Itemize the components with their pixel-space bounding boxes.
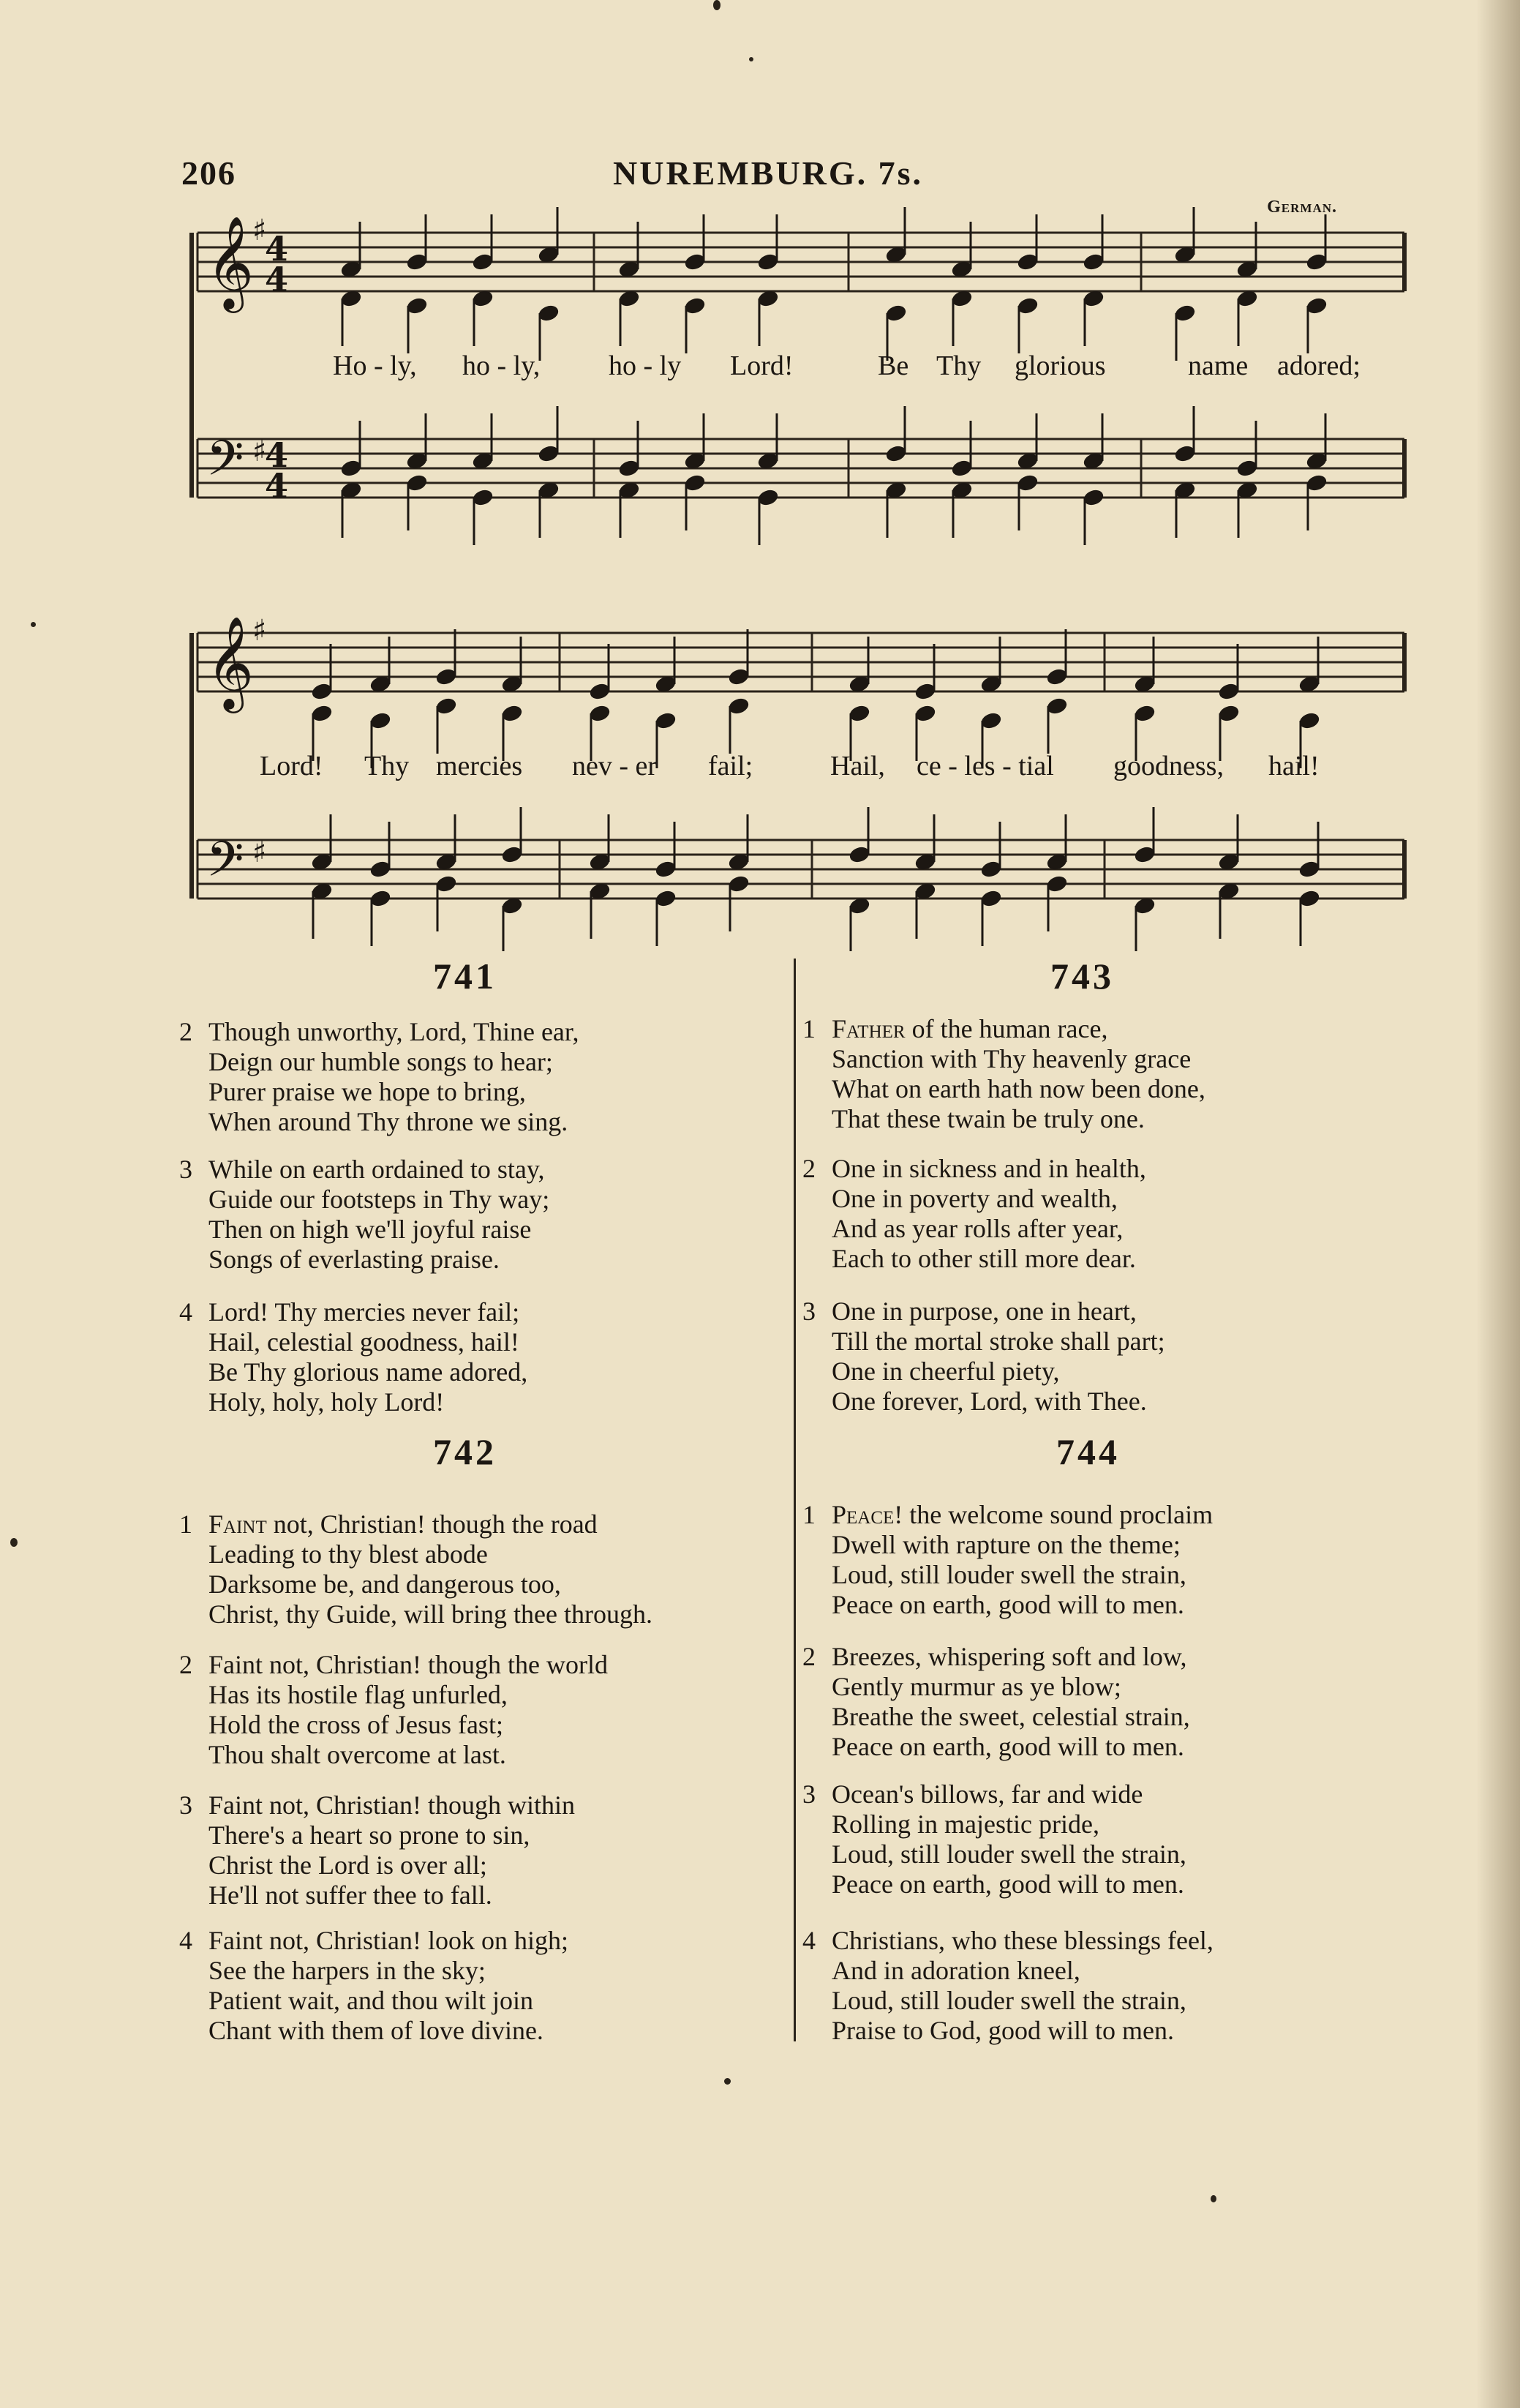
lyric-syllable: ce - les - tial	[917, 751, 1054, 781]
verse-line: When around Thy throne we sing.	[208, 1107, 568, 1136]
verse-line: Then on high we'll joyful raise	[208, 1215, 532, 1244]
time-signature-bottom: 4	[265, 260, 289, 299]
verse-line: And as year rolls after year,	[832, 1214, 1124, 1243]
verse-line: Peace on earth, good will to men.	[832, 1732, 1184, 1761]
lyric-syllable: Thy	[936, 350, 982, 381]
first-word: Faint	[208, 1509, 267, 1539]
paper-speck	[724, 2078, 731, 2085]
column-divider	[794, 959, 796, 2041]
hymn-number-742: 742	[433, 1431, 497, 1472]
verse-line: Each to other still more dear.	[832, 1244, 1136, 1273]
lyric-syllable: ho - ly,	[462, 350, 541, 381]
stanza	[179, 1297, 527, 1417]
treble-clef: 𝄞	[206, 615, 255, 709]
paper-speck	[713, 0, 721, 10]
verse-line: Loud, still louder swell the strain,	[832, 1986, 1186, 2015]
lyric-syllable: ho - ly	[609, 350, 682, 381]
verse-line: Has its hostile flag unfurled,	[208, 1680, 508, 1709]
verse-line: Holy, holy, holy Lord!	[208, 1387, 445, 1417]
stanza-number: 2	[802, 1642, 816, 1671]
stanza-number: 4	[179, 1926, 192, 1955]
lyric-syllable: Lord!	[730, 350, 794, 381]
first-word: Peace	[832, 1500, 895, 1529]
lyric-syllable: adored;	[1277, 350, 1361, 381]
verse-line: Loud, still louder swell the strain,	[832, 1560, 1186, 1589]
verse-line: Hail, celestial goodness, hail!	[208, 1327, 519, 1357]
verse-line-rest: not, Christian! though the road	[266, 1509, 598, 1539]
verse-line: What on earth hath now been done,	[832, 1074, 1205, 1103]
lyric-syllable: goodness,	[1113, 751, 1224, 781]
verse-line: One in sickness and in health,	[832, 1154, 1146, 1183]
stanza	[179, 1509, 652, 1629]
verse-line	[802, 1500, 1213, 1530]
verse-line: Purer praise we hope to bring,	[208, 1077, 526, 1106]
lyric-syllable: Lord!	[260, 751, 323, 781]
hymn-number-741: 741	[433, 956, 497, 997]
verse-line: Sanction with Thy heavenly grace	[832, 1044, 1192, 1073]
stanza	[179, 1790, 575, 1910]
verse-line: Deign our humble songs to hear;	[208, 1047, 553, 1076]
lyric-syllable: hail!	[1268, 751, 1320, 781]
hymn-number-744: 744	[1056, 1431, 1120, 1472]
stanza	[802, 1154, 1146, 1274]
time-signature-top: 4	[265, 229, 289, 269]
verse-line: Thou shalt overcome at last.	[208, 1740, 506, 1769]
lyric-syllable: Ho - ly,	[333, 350, 417, 381]
verse-line	[179, 1509, 652, 1539]
treble-clef: 𝄞	[206, 215, 255, 309]
verse-line: See the harpers in the sky;	[208, 1956, 486, 1985]
verse-line: Faint not, Christian! look on high;	[208, 1926, 568, 1955]
verse-line: Breathe the sweet, celestial strain,	[832, 1702, 1190, 1731]
stanza-number: 2	[802, 1154, 816, 1183]
verse-line: Breezes, whispering soft and low,	[832, 1642, 1187, 1671]
lyric-syllable: Hail,	[830, 751, 885, 781]
stanza-number: 2	[179, 1017, 192, 1046]
verse-line: Rolling in majestic pride,	[832, 1809, 1099, 1839]
lyric-syllable: Thy	[364, 751, 410, 781]
sharp-sign: ♯	[252, 614, 267, 648]
stanza	[802, 1500, 1213, 1620]
stanza-number: 4	[179, 1297, 192, 1327]
sharp-sign: ♯	[252, 214, 267, 247]
verse-line: Faint not, Christian! though the world	[208, 1650, 608, 1679]
stanza-number: 3	[179, 1790, 192, 1820]
stanza	[179, 1926, 568, 2046]
stanza-number: 1	[802, 1500, 816, 1529]
verse-line: Songs of everlasting praise.	[208, 1245, 500, 1274]
verse-line: There's a heart so prone to sin,	[208, 1820, 530, 1850]
stanza	[802, 1297, 1165, 1417]
stanza-number: 1	[179, 1509, 192, 1539]
verse-line: One in cheerful piety,	[832, 1357, 1060, 1386]
stanza	[802, 1926, 1214, 2046]
verse-line: He'll not suffer thee to fall.	[208, 1880, 492, 1910]
sharp-sign: ♯	[252, 836, 267, 869]
stanza	[179, 1017, 579, 1137]
verse-line: Be Thy glorious name adored,	[208, 1357, 528, 1387]
lyric-syllable: name	[1188, 350, 1249, 381]
stanza	[179, 1650, 608, 1770]
time-signature-bottom: 4	[265, 466, 289, 506]
verse-line: Hold the cross of Jesus fast;	[208, 1710, 503, 1739]
verse-line: Faint not, Christian! though within	[208, 1790, 575, 1820]
verse-line: Gently murmur as ye blow;	[832, 1672, 1121, 1701]
verse-line: Chant with them of love divine.	[208, 2016, 543, 2045]
verse-line: Darksome be, and dangerous too,	[208, 1569, 561, 1599]
stanza-number: 3	[802, 1297, 816, 1326]
composer-credit: German.	[1267, 198, 1337, 217]
time-signature-top: 4	[265, 435, 289, 475]
lyric-syllable: fail;	[708, 751, 753, 781]
verse-line: Peace on earth, good will to men.	[832, 1869, 1184, 1899]
verse-line: Peace on earth, good will to men.	[832, 1590, 1184, 1619]
first-word: Father	[832, 1014, 906, 1043]
stanza	[179, 1155, 549, 1275]
verse-line: One in poverty and wealth,	[832, 1184, 1118, 1213]
verse-line: Patient wait, and thou wilt join	[208, 1986, 533, 2015]
verse-line: Though unworthy, Lord, Thine ear,	[208, 1017, 579, 1046]
stanza-number: 1	[802, 1014, 816, 1043]
stanza	[802, 1779, 1186, 1899]
verse-line: And in adoration kneel,	[832, 1956, 1080, 1985]
verse-line: Loud, still louder swell the strain,	[832, 1839, 1186, 1869]
music-score	[0, 0, 1520, 951]
stanza	[802, 1642, 1190, 1762]
verse-line: Christ the Lord is over all;	[208, 1850, 487, 1880]
hymn-number-743: 743	[1050, 956, 1114, 997]
bass-clef: 𝄢	[206, 430, 244, 498]
stanza-number: 3	[802, 1779, 816, 1809]
stanza	[802, 1014, 1205, 1134]
verse-line: Till the mortal stroke shall part;	[832, 1327, 1165, 1356]
sharp-sign: ♯	[252, 435, 267, 468]
stanza-number: 3	[179, 1155, 192, 1184]
verse-line: While on earth ordained to stay,	[208, 1155, 545, 1184]
verse-line: Christ, thy Guide, will bring thee through.	[208, 1599, 652, 1629]
paper-speck	[1211, 2195, 1216, 2202]
bass-clef: 𝄢	[206, 831, 244, 899]
stanza-number: 4	[802, 1926, 816, 1955]
verse-line: One in purpose, one in heart,	[832, 1297, 1137, 1326]
lyric-syllable: mercies	[436, 751, 523, 781]
verse-line-rest: of the human race,	[905, 1014, 1108, 1043]
verse-line: Ocean's billows, far and wide	[832, 1779, 1143, 1809]
verse-line: Dwell with rapture on the theme;	[832, 1530, 1181, 1559]
lyric-syllable: nev - er	[572, 751, 658, 781]
verse-line: That these twain be truly one.	[832, 1104, 1145, 1133]
paper-speck	[31, 622, 36, 627]
verse-line	[802, 1014, 1205, 1044]
paper-speck	[10, 1538, 18, 1547]
lyric-syllable: Be	[878, 350, 909, 381]
stanza-number: 2	[179, 1650, 192, 1679]
verse-line: Leading to thy blest abode	[208, 1539, 488, 1569]
verse-line: Lord! Thy mercies never fail;	[208, 1297, 520, 1327]
verse-line: Guide our footsteps in Thy way;	[208, 1185, 550, 1214]
verse-line: One forever, Lord, with Thee.	[832, 1387, 1147, 1416]
verse-line: Praise to God, good will to men.	[832, 2016, 1174, 2045]
page-number: 206	[181, 154, 236, 192]
lyric-syllable: glorious	[1015, 350, 1106, 381]
paper-speck	[749, 57, 753, 61]
verse-line-rest: ! the welcome sound proclaim	[894, 1500, 1214, 1529]
tune-title: NUREMBURG. 7s.	[613, 154, 924, 192]
verse-line: Christians, who these blessings feel,	[832, 1926, 1214, 1955]
